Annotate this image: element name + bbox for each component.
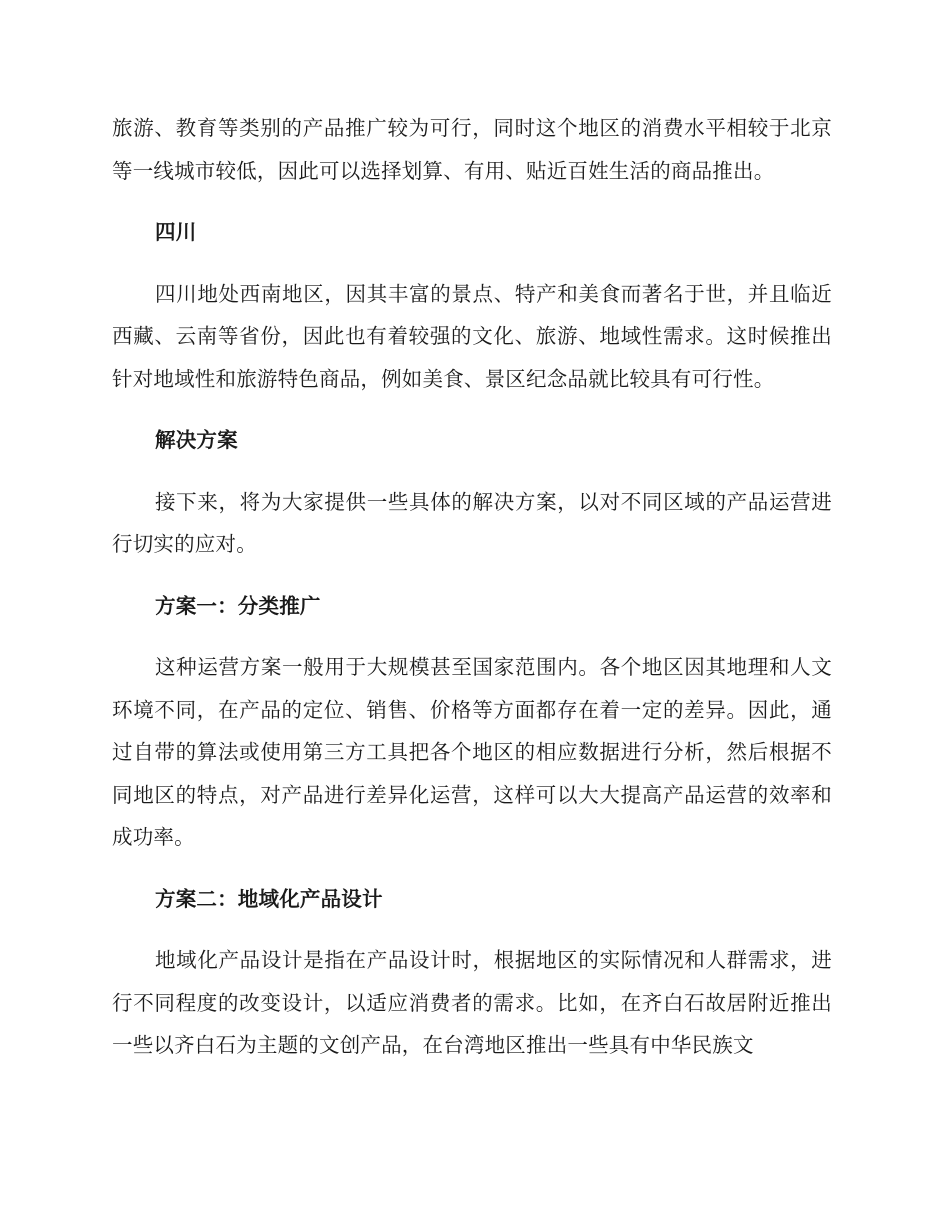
- paragraph-plan-two: 地域化产品设计是指在产品设计时，根据地区的实际情况和人群需求，进行不同程度的改变设计，以适应消费者的需求。比如，在齐白石故居附近推出一些以齐白石为主题的文创产品，在台湾地区推出一些具有中华民族文: [112, 948, 832, 1057]
- heading-plan-two: 方案二：地域化产品设计: [155, 886, 383, 911]
- paragraph-plan-one: 这种运营方案一般用于大规模甚至国家范围内。各个地区因其地理和人文环境不同，在产品的定位、销售、价格等方面都存在着一定的差异。因此，通过自带的算法或使用第三方工具把各个地区的相应数据进行分析，然后根据不同地区的特点，对产品进行差异化运营，这样可以大大提高产品运营的效率和成功率。: [112, 655, 832, 849]
- paragraph-intro-continued: 旅游、教育等类别的产品推广较为可行，同时这个地区的消费水平相较于北京等一线城市较低，因此可以选择划算、有用、贴近百姓生活的商品推出。: [112, 116, 832, 183]
- heading-solutions: 解决方案: [155, 428, 238, 452]
- paragraph-sichuan: 四川地处西南地区，因其丰富的景点、特产和美食而著名于世，并且临近西藏、云南等省份，因此也有着较强的文化、旅游、地域性需求。这时候推出针对地域性和旅游特色商品，例如美食、景区纪念品就比较具有可行性。: [112, 281, 832, 391]
- heading-sichuan: 四川: [155, 220, 197, 244]
- paragraph-solutions-intro: 接下来，将为大家提供一些具体的解决方案，以对不同区域的产品运营进行切实的应对。: [112, 489, 832, 556]
- document-page: [112, 107, 832, 1086]
- heading-plan-one: 方案一：分类推广: [155, 593, 321, 618]
